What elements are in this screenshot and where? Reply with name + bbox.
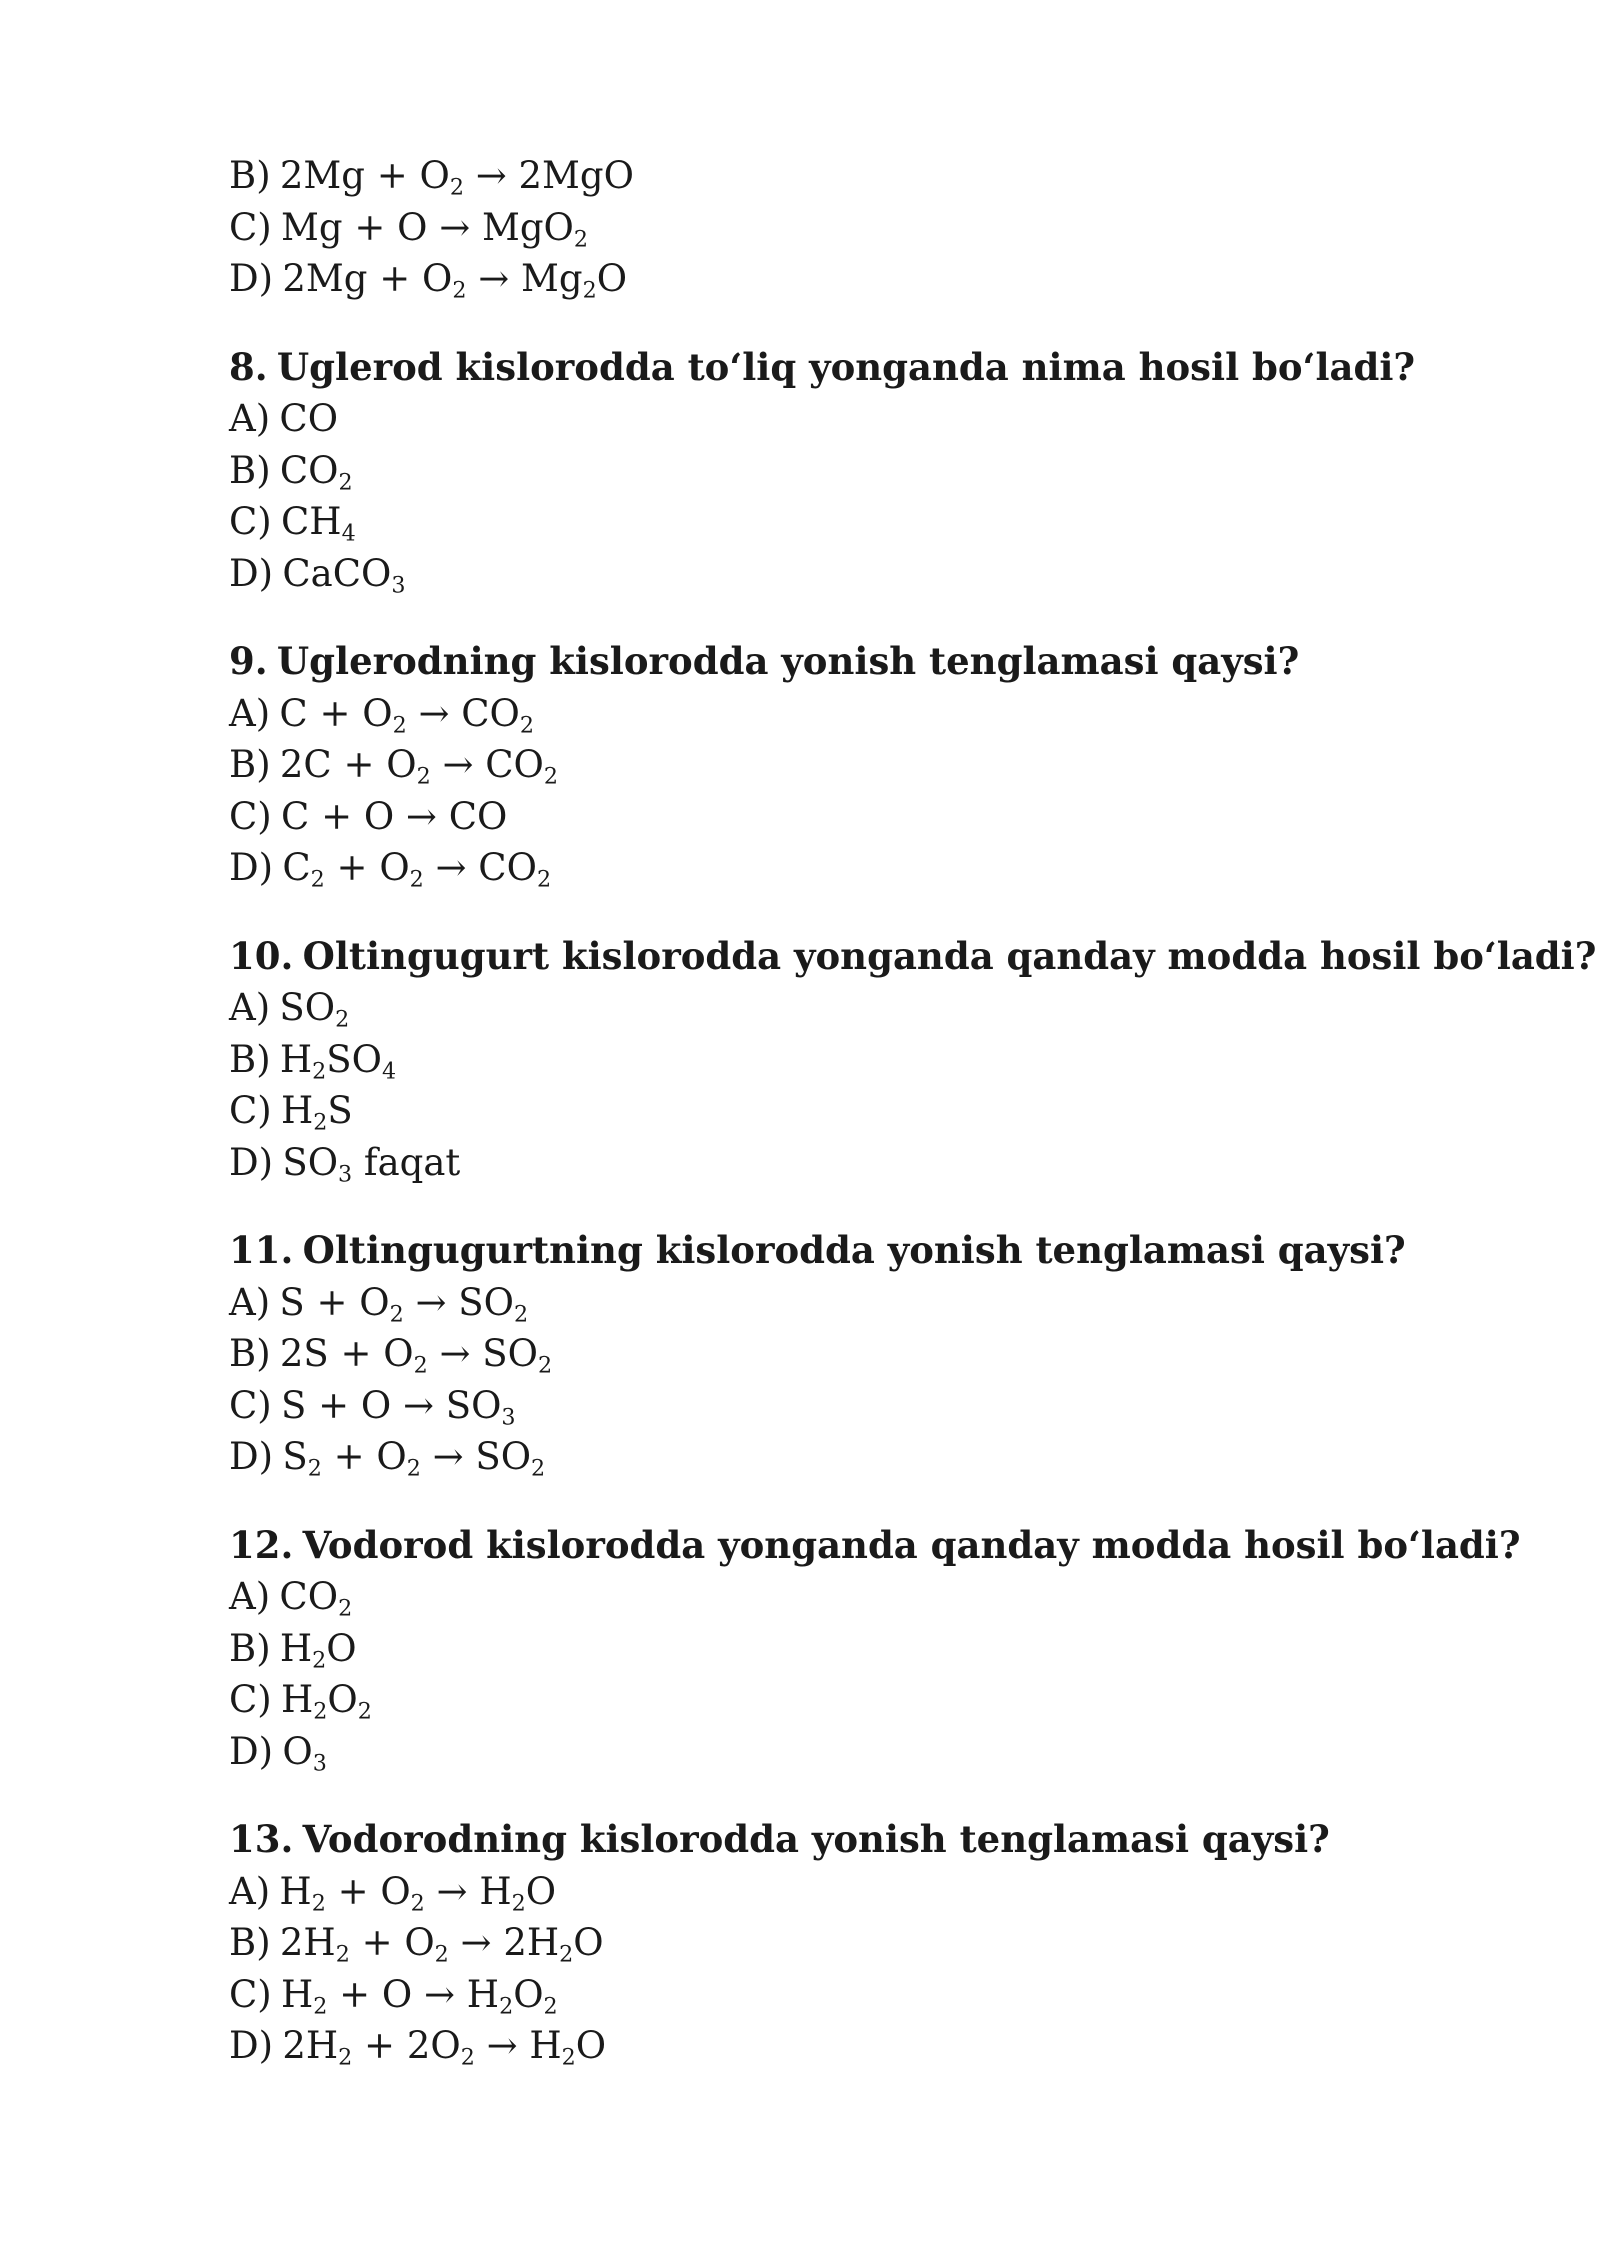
- answer-option: [229, 1034, 1569, 1086]
- formula-subscript: 4: [381, 1058, 397, 1085]
- formula-text: S: [282, 1435, 308, 1478]
- option-letter: B): [229, 1626, 271, 1670]
- formula-text: 2H: [279, 1921, 336, 1964]
- question-heading: [229, 1225, 1569, 1277]
- formula-text: CO: [279, 397, 339, 440]
- formula-text: C + O → CO: [281, 794, 508, 838]
- option-formula: [282, 1140, 461, 1188]
- option-formula: [281, 795, 507, 838]
- option-letter: A): [229, 1280, 271, 1324]
- answer-option: [229, 1085, 1569, 1137]
- option-formula: [281, 1383, 516, 1431]
- option-formula: [282, 846, 552, 893]
- formula-text: SO: [282, 1140, 339, 1184]
- option-formula: [281, 1089, 353, 1136]
- formula-subscript: 2: [357, 1698, 372, 1725]
- option-letter: B): [229, 154, 271, 197]
- answer-option: [229, 1431, 1569, 1483]
- question-block: [229, 931, 1597, 1189]
- option-letter: C): [229, 205, 272, 249]
- answer-option: [229, 842, 1569, 894]
- formula-subscript: 2: [313, 1698, 328, 1725]
- question-text: Oltingugurt kislorodda yonganda qanday modda hosil bo‘ladi?: [302, 933, 1597, 978]
- answer-option: [229, 202, 1569, 254]
- formula-subscript: 2: [416, 763, 431, 790]
- answer-option: [229, 1380, 1569, 1432]
- formula-text: + O: [325, 1869, 411, 1913]
- formula-subscript: 2: [389, 1301, 404, 1328]
- answer-option: [229, 791, 1569, 843]
- formula-text: H: [279, 1869, 312, 1913]
- formula-text: O: [525, 1869, 557, 1913]
- answer-option: [229, 548, 1569, 600]
- option-formula: [279, 1626, 357, 1674]
- answer-option: [229, 150, 1569, 202]
- answer-option: [229, 445, 1569, 497]
- option-letter: A): [229, 986, 271, 1029]
- option-letter: D): [229, 1140, 274, 1184]
- option-formula: [279, 1332, 553, 1379]
- option-letter: C): [229, 500, 272, 543]
- option-formula: [279, 986, 350, 1033]
- option-formula: [279, 154, 634, 201]
- formula-text: CaCO: [282, 551, 392, 595]
- question-number: 12.: [229, 1522, 294, 1567]
- option-letter: B): [229, 1921, 271, 1964]
- formula-subscript: 2: [499, 1993, 514, 2020]
- question-number: 9.: [229, 639, 268, 683]
- answer-option: [229, 1571, 1569, 1623]
- formula-subscript: 2: [392, 712, 407, 739]
- answer-option: [229, 393, 1569, 445]
- answer-option: [229, 496, 1569, 548]
- formula-text: + 2O: [352, 2024, 461, 2067]
- option-letter: B): [229, 448, 271, 492]
- formula-text: + O: [321, 1435, 407, 1478]
- answer-option: [229, 1866, 1569, 1918]
- question-heading: [229, 931, 1597, 983]
- formula-subscript: 2: [561, 2044, 576, 2071]
- option-letter: B): [229, 1332, 271, 1375]
- formula-text: C: [282, 846, 311, 889]
- formula-text: → CO: [430, 743, 544, 786]
- formula-text: O: [513, 1972, 544, 2016]
- formula-subscript: 3: [312, 1750, 327, 1777]
- option-formula: [282, 1435, 546, 1482]
- option-formula: [279, 1921, 604, 1968]
- formula-text: → SO: [427, 1332, 538, 1375]
- answer-option: [229, 1674, 1569, 1726]
- formula-text: O: [573, 1921, 604, 1964]
- option-formula: [279, 1280, 529, 1328]
- formula-subscript: 2: [406, 1455, 421, 1482]
- formula-subscript: 2: [338, 2044, 353, 2071]
- question-text: Uglerod kislorodda to‘liq yonganda nima hosil bo‘ladi?: [276, 344, 1416, 389]
- question-text: Vodorod kislorodda yonganda qanday modda hosil bo‘ladi?: [302, 1522, 1521, 1567]
- formula-subscript: 2: [573, 226, 588, 253]
- formula-subscript: 2: [310, 866, 325, 893]
- question-block: [229, 1225, 1569, 1483]
- formula-subscript: 2: [313, 1109, 328, 1136]
- question-number: 13.: [229, 1817, 294, 1861]
- formula-text: O: [596, 257, 628, 300]
- formula-text: → H: [474, 2024, 562, 2067]
- formula-text: → SO: [420, 1435, 532, 1478]
- formula-subscript: 2: [312, 1058, 327, 1085]
- formula-subscript: 2: [519, 712, 534, 739]
- formula-text: → 2H: [448, 1921, 560, 1964]
- formula-subscript: 4: [341, 520, 356, 547]
- question-heading: [229, 342, 1569, 394]
- formula-text: O: [282, 1729, 313, 1773]
- option-letter: D): [229, 846, 274, 889]
- formula-text: H: [279, 1037, 313, 1081]
- formula-text: → CO: [423, 846, 537, 889]
- option-letter: B): [229, 1037, 271, 1081]
- formula-text: S + O → SO: [281, 1383, 502, 1427]
- question-heading: [229, 636, 1569, 688]
- formula-subscript: 2: [531, 1455, 546, 1482]
- formula-text: O: [575, 2024, 607, 2067]
- option-formula: [279, 397, 338, 440]
- formula-text: H: [281, 1089, 314, 1132]
- formula-subscript: 2: [543, 1993, 558, 2020]
- answer-option: [229, 1277, 1569, 1329]
- formula-text: O: [326, 1626, 357, 1670]
- formula-subscript: 2: [449, 174, 464, 201]
- question-heading: [229, 1814, 1569, 1866]
- question-text: Vodorodning kislorodda yonish tenglamasi qaysi?: [302, 1817, 1330, 1861]
- option-formula: [281, 1678, 372, 1725]
- formula-subscript: 2: [452, 277, 467, 304]
- formula-text: S: [327, 1089, 353, 1132]
- option-letter: D): [229, 1729, 274, 1773]
- formula-subscript: 2: [536, 866, 552, 893]
- formula-text: faqat: [352, 1140, 461, 1184]
- option-letter: C): [229, 1383, 272, 1427]
- answer-option: [229, 253, 1569, 305]
- question-block: [229, 150, 1569, 305]
- option-formula: [279, 1575, 353, 1622]
- option-formula: [281, 1972, 558, 2020]
- formula-text: 2S + O: [279, 1332, 414, 1375]
- answer-option: [229, 1623, 1569, 1675]
- formula-subscript: 2: [513, 1301, 529, 1328]
- formula-subscript: 2: [460, 2044, 475, 2071]
- formula-text: + O: [324, 846, 410, 889]
- formula-text: H: [281, 1678, 314, 1721]
- question-block: [229, 342, 1569, 600]
- formula-subscript: 2: [335, 1941, 350, 1968]
- question-block: [229, 636, 1569, 894]
- formula-subscript: 2: [409, 866, 424, 893]
- formula-text: → Mg: [466, 257, 583, 300]
- formula-text: 2H: [282, 2024, 339, 2067]
- formula-text: 2C + O: [279, 743, 417, 786]
- answer-option: [229, 1969, 1569, 2021]
- formula-text: SO: [279, 986, 336, 1029]
- question-text: Uglerodning kislorodda yonish tenglamasi qaysi?: [276, 639, 1300, 683]
- option-letter: A): [229, 397, 271, 440]
- formula-subscript: 2: [313, 1993, 328, 2020]
- formula-text: CO: [279, 1575, 339, 1618]
- option-formula: [279, 691, 534, 739]
- option-letter: A): [229, 1575, 271, 1618]
- formula-text: S + O: [279, 1280, 390, 1324]
- formula-text: → H: [424, 1869, 512, 1913]
- formula-text: → 2MgO: [463, 154, 634, 197]
- option-formula: [282, 1729, 327, 1777]
- formula-text: Mg + O → MgO: [281, 205, 574, 249]
- option-letter: D): [229, 257, 274, 300]
- option-letter: A): [229, 691, 271, 735]
- answer-option: [229, 2020, 1569, 2072]
- option-formula: [279, 743, 559, 790]
- formula-subscript: 2: [338, 469, 353, 496]
- option-formula: [281, 205, 588, 253]
- question-block: [229, 1520, 1569, 1778]
- formula-subscript: 2: [311, 1890, 326, 1917]
- formula-subscript: 2: [582, 277, 597, 304]
- formula-subscript: 3: [391, 572, 406, 599]
- option-formula: [279, 1869, 557, 1917]
- answer-option: [229, 1917, 1569, 1969]
- formula-subscript: 2: [434, 1941, 449, 1968]
- formula-text: + O → H: [327, 1972, 500, 2016]
- option-letter: D): [229, 1435, 274, 1478]
- option-letter: C): [229, 1089, 272, 1132]
- option-formula: [282, 551, 406, 599]
- formula-text: SO: [326, 1037, 382, 1081]
- quiz-page: [229, 150, 1597, 2072]
- answer-option: [229, 1328, 1569, 1380]
- formula-text: → CO: [406, 691, 520, 735]
- answer-option: [229, 1137, 1569, 1189]
- formula-text: O: [327, 1678, 358, 1721]
- question-number: 11.: [229, 1228, 294, 1272]
- formula-text: 2Mg + O: [279, 154, 450, 197]
- formula-text: H: [279, 1626, 313, 1670]
- question-text: Oltingugurtning kislorodda yonish tenglamasi qaysi?: [302, 1228, 1406, 1272]
- option-letter: A): [229, 1869, 271, 1913]
- formula-subscript: 2: [543, 763, 559, 790]
- option-formula: [279, 448, 353, 496]
- formula-text: CH: [281, 500, 342, 543]
- formula-subscript: 2: [511, 1890, 526, 1917]
- formula-text: → SO: [403, 1280, 514, 1324]
- option-letter: D): [229, 551, 274, 595]
- option-letter: D): [229, 2024, 274, 2067]
- option-formula: [282, 257, 628, 304]
- formula-text: CO: [279, 448, 339, 492]
- option-letter: B): [229, 743, 271, 786]
- formula-text: 2Mg + O: [282, 257, 453, 300]
- question-number: 8.: [229, 344, 268, 389]
- formula-text: H: [281, 1972, 314, 2016]
- formula-subscript: 3: [338, 1161, 353, 1188]
- formula-subscript: 2: [413, 1352, 428, 1379]
- formula-text: + O: [349, 1921, 435, 1964]
- answer-option: [229, 739, 1569, 791]
- option-letter: C): [229, 1972, 272, 2016]
- formula-subscript: 2: [312, 1647, 327, 1674]
- formula-subscript: 2: [410, 1890, 425, 1917]
- formula-subscript: 2: [338, 1595, 353, 1622]
- formula-text: C + O: [279, 691, 393, 735]
- option-letter: C): [229, 1678, 272, 1721]
- option-letter: C): [229, 794, 272, 838]
- formula-subscript: 2: [537, 1352, 553, 1379]
- answer-option: [229, 1726, 1569, 1778]
- question-block: [229, 1814, 1569, 2072]
- formula-subscript: 3: [501, 1404, 516, 1431]
- option-formula: [282, 2024, 607, 2071]
- question-number: 10.: [229, 933, 294, 978]
- answer-option: [229, 688, 1569, 740]
- question-heading: [229, 1520, 1569, 1572]
- answer-option: [229, 982, 1569, 1034]
- formula-subscript: 2: [307, 1455, 322, 1482]
- formula-subscript: 2: [335, 1006, 350, 1033]
- option-formula: [279, 1037, 397, 1085]
- option-formula: [281, 500, 356, 547]
- formula-subscript: 2: [559, 1941, 574, 1968]
